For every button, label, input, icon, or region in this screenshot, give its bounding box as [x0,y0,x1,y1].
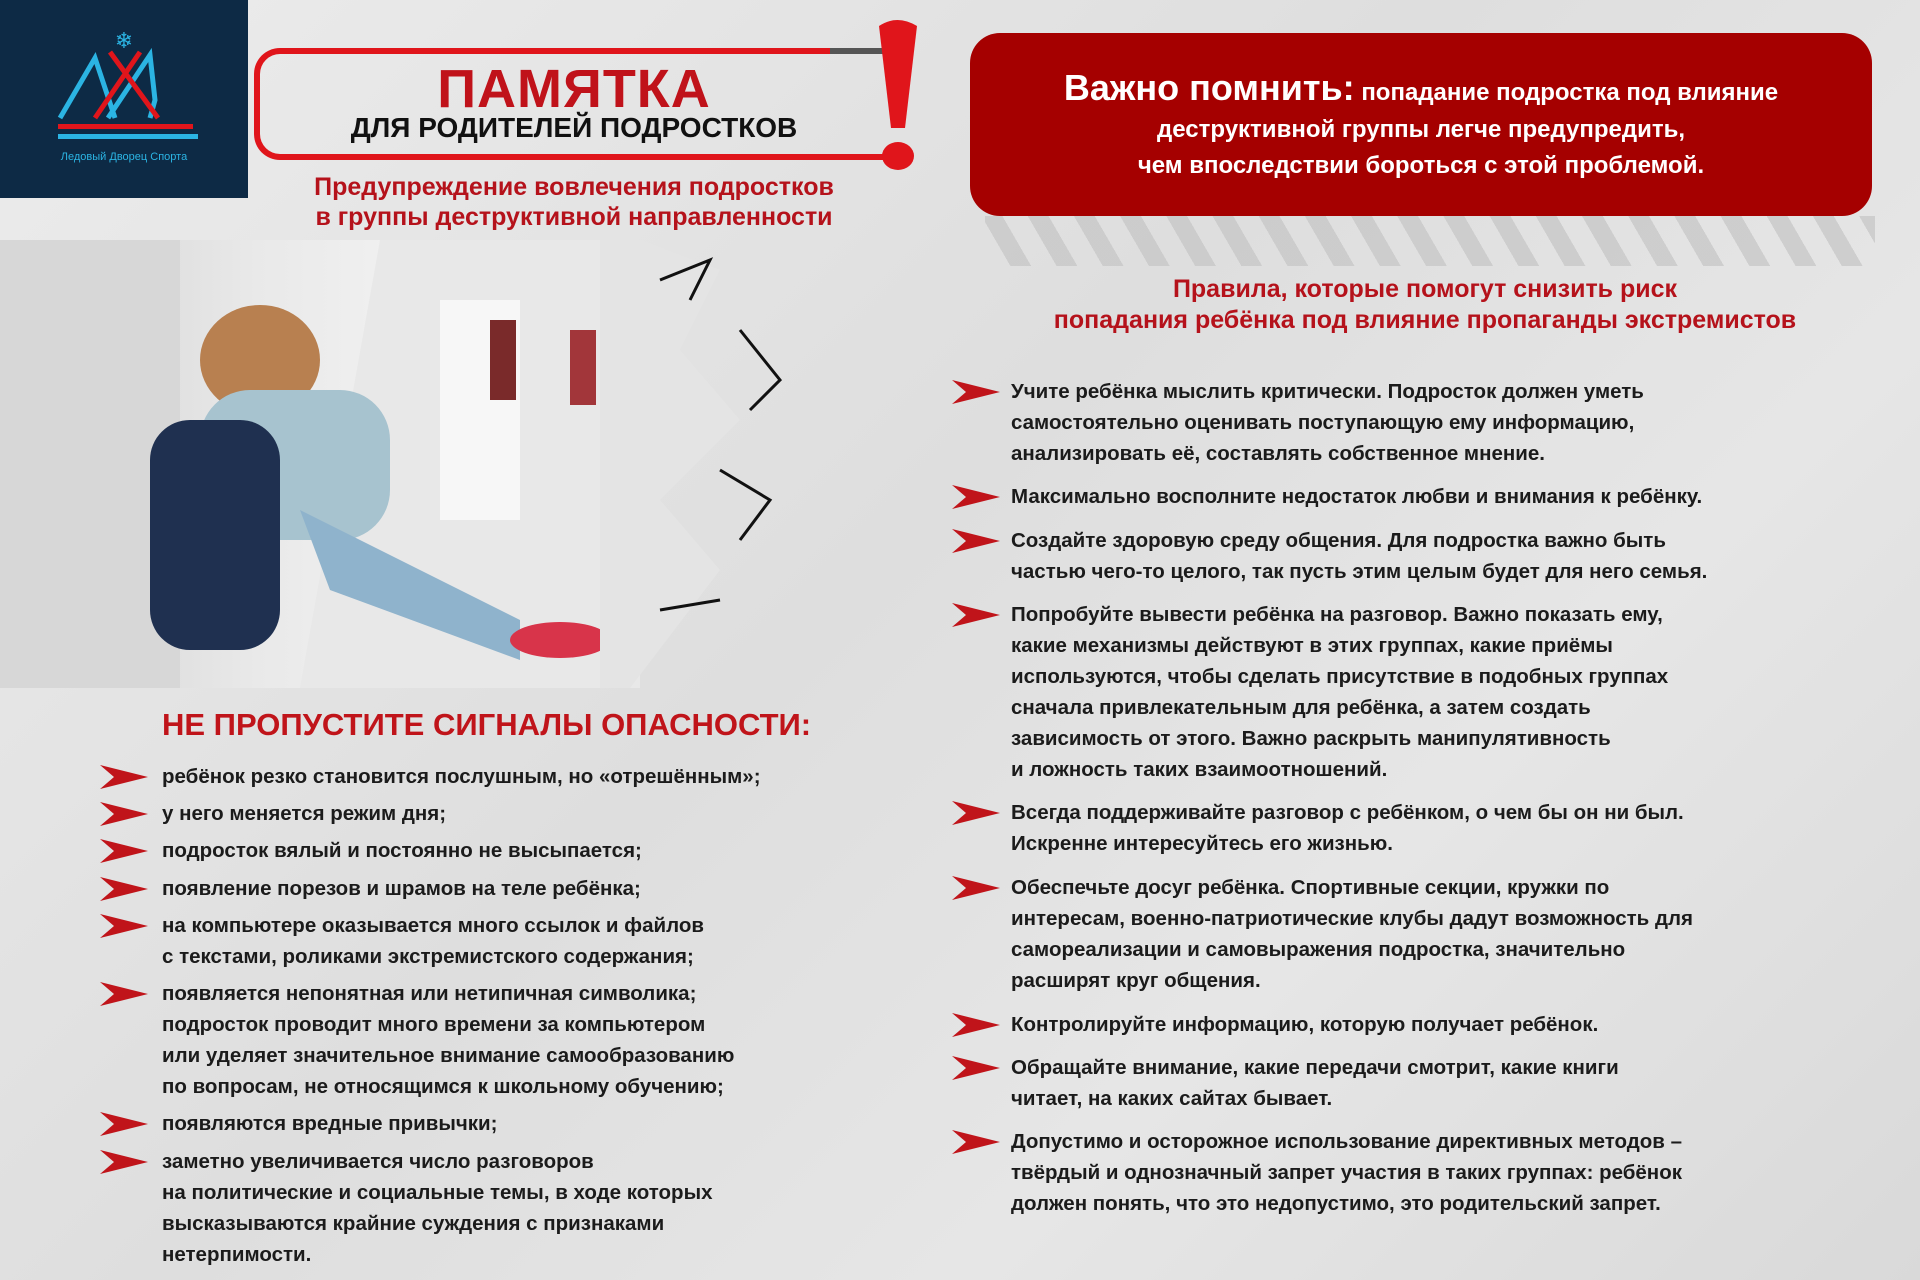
item-line: или уделяет значительное внимание самообразованию [162,1044,735,1067]
lead-text [254,172,894,232]
arrow-bullet-icon [100,1112,148,1136]
page-subtitle: ДЛЯ РОДИТЕЛЕЙ ПОДРОСТКОВ [350,112,798,143]
item-line: ребёнок резко становится послушным, но «отрешённым»; [162,765,761,788]
arrow-bullet-icon [952,1056,1000,1080]
item-line: Допустимо и осторожное использование директивных методов – [1011,1130,1682,1153]
rules-heading-line: попадания ребёнка под влияние пропаганды экстремистов [1053,306,1797,334]
item-line: твёрдый и однозначный запрет участия в таких группах: ребёнок [1011,1161,1682,1184]
lead-line: Предупреждение вовлечения подростков [314,173,834,201]
item-line: самореализации и самовыражения подростка, значительно [1011,938,1626,961]
svg-text:❄: ❄ [114,29,134,54]
signal-item [162,1108,497,1139]
item-line: появляется непонятная или нетипичная символика; [162,982,697,1005]
signal-item [162,910,704,972]
item-line: заметно увеличивается число разговоров [162,1150,594,1173]
arrow-bullet-icon [100,765,148,789]
rule-item [1011,872,1693,996]
item-line: зависимость от этого. Важно раскрыть манипулятивность [1011,727,1611,750]
item-line: самостоятельно оценивать поступающую ему информацию, [1011,411,1635,434]
photo-illustration [0,240,640,688]
item-line: с текстами, роликами экстремистского содержания; [162,945,694,968]
item-line: расширят круг общения. [1011,969,1261,992]
item-line: сначала привлекательным для ребёнка, а затем создать [1011,696,1591,719]
rule-item [1011,1009,1598,1040]
arrow-bullet-icon [952,1013,1000,1037]
arrow-bullet-icon [952,603,1000,627]
item-line: подросток вялый и постоянно не высыпается; [162,839,642,862]
rules-heading [960,274,1890,336]
logo-text: Ледовый Дворец Спорта [60,151,188,163]
item-line: Обращайте внимание, какие передачи смотрит, какие книги [1011,1056,1619,1079]
hazard-stripes [985,216,1875,266]
lead-line: в группы деструктивной направленности [315,203,833,231]
item-line: нетерпимости. [162,1243,312,1266]
teen-photo [0,240,640,688]
item-line: Искренне интересуйтесь его жизнью. [1011,832,1393,855]
rule-item [1011,1126,1682,1219]
signal-item [162,873,641,904]
arrow-bullet-icon [952,801,1000,825]
arrow-bullet-icon [100,982,148,1006]
item-line: какие механизмы действуют в этих группах, какие приёмы [1011,634,1613,657]
signal-item [162,978,734,1102]
rule-item [1011,797,1684,859]
arrow-bullet-icon [100,877,148,901]
shattered-edge [600,240,900,688]
item-line: Контролируйте информацию, которую получает ребёнок. [1011,1013,1599,1036]
notice-line: чем впоследствии бороться с этой проблемой. [1137,152,1705,179]
rule-item [1011,376,1644,469]
item-line: Создайте здоровую среду общения. Для подростка важно быть [1011,529,1666,552]
signal-item [162,1146,712,1270]
signal-item [162,835,642,866]
arrow-bullet-icon [952,529,1000,553]
rule-item [1011,525,1707,587]
item-line: подросток проводит много времени за компьютером [162,1013,706,1036]
item-line: интересам, военно-патриотические клубы дадут возможность для [1011,907,1693,930]
item-line: частью чего-то целого, так пусть этим целым будет для него семья. [1011,560,1708,583]
rules-heading-line: Правила, которые помогут снизить риск [1172,275,1678,303]
item-line: появляются вредные привычки; [162,1112,498,1135]
signal-item [162,761,761,792]
item-line: на компьютере оказывается много ссылок и файлов [162,914,704,937]
item-line: на политические и социальные темы, в ходе которых [162,1181,713,1204]
arrow-bullet-icon [952,1130,1000,1154]
important-notice [970,33,1872,216]
rule-item [1011,599,1668,785]
logo [0,0,248,198]
page-title: ПАМЯТКА [437,59,711,119]
exclamation-icon [875,18,920,173]
item-line: должен понять, что это недопустимо, это родительский запрет. [1011,1192,1661,1215]
item-line: Обеспечьте досуг ребёнка. Спортивные секции, кружки по [1011,876,1610,899]
notice-line: попадание подростка под влияние [1361,79,1779,106]
arrow-bullet-icon [100,914,148,938]
item-line: высказываются крайние суждения с признаками [162,1212,665,1235]
signals-heading: НЕ ПРОПУСТИТЕ СИГНАЛЫ ОПАСНОСТИ: [162,707,812,742]
item-line: анализировать её, составлять собственное мнение. [1011,442,1545,465]
arrow-bullet-icon [100,1150,148,1174]
notice-strong: Важно помнить: [1063,67,1355,108]
arrow-bullet-icon [952,485,1000,509]
arrow-bullet-icon [952,380,1000,404]
arrow-bullet-icon [100,839,148,863]
logo-mark-icon [0,0,248,198]
arrow-bullet-icon [952,876,1000,900]
item-line: Максимально восполните недостаток любви и внимания к ребёнку. [1011,485,1703,508]
rule-item [1011,1052,1619,1114]
notice-line: деструктивной группы легче предупредить, [1156,116,1686,143]
item-line: появление порезов и шрамов на теле ребёнка; [162,877,641,900]
item-line: Попробуйте вывести ребёнка на разговор. Важно показать ему, [1011,603,1663,626]
signal-item [162,798,446,829]
rule-item [1011,481,1702,512]
item-line: читает, на каких сайтах бывает. [1011,1087,1333,1110]
item-line: и ложность таких взаимоотношений. [1011,758,1388,781]
item-line: у него меняется режим дня; [162,802,447,825]
item-line: по вопросам, не относящимся к школьному обучению; [162,1075,724,1098]
item-line: используются, чтобы сделать присутствие в подобных группах [1011,665,1669,688]
item-line: Учите ребёнка мыслить критически. Подросток должен уметь [1011,380,1644,403]
item-line: Всегда поддерживайте разговор с ребёнком, о чем бы он ни был. [1011,801,1684,824]
arrow-bullet-icon [100,802,148,826]
